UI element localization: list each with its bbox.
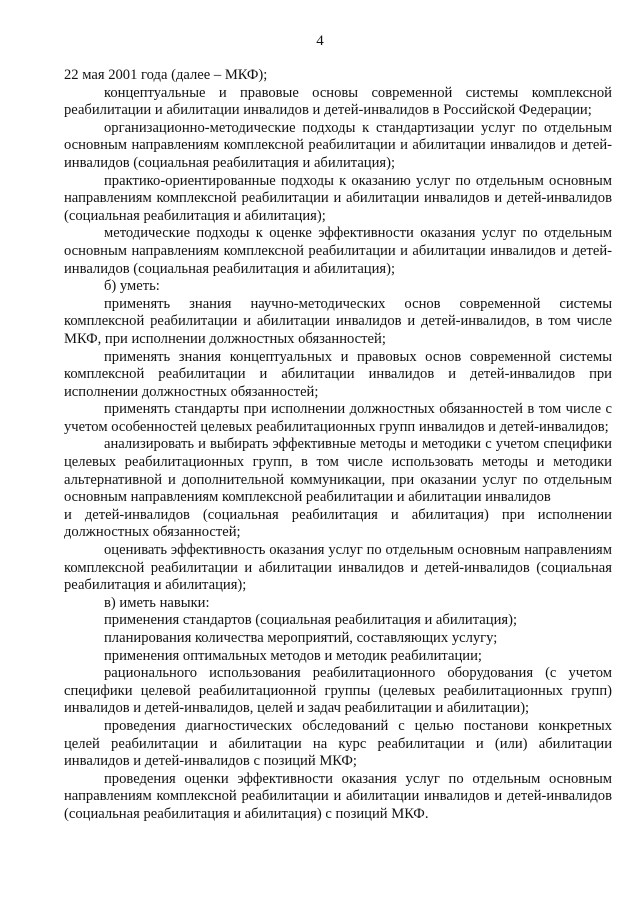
paragraph: планирования количества мероприятий, составляющих услугу; bbox=[104, 630, 498, 646]
paragraph: применять стандарты при исполнении должностных обязанностей в том числе с учетом особенностей целевых реабилитационных групп инвалидов и детей-инвалидов; bbox=[64, 401, 612, 435]
paragraph: организационно-методические подходы к стандартизации услуг по отдельным основным направлениям комплексной реабилитации и абилитации инвалидов и детей-инвалидов (социальная реабилитация и абилитация); bbox=[64, 119, 612, 171]
paragraph: и детей-инвалидов (социальная реабилитация и абилитация) при исполнении должностных обязанностей; bbox=[64, 506, 612, 541]
document-body bbox=[64, 67, 612, 824]
section-heading: в) иметь навыки: bbox=[104, 594, 210, 611]
section-heading: б) уметь: bbox=[104, 278, 160, 295]
paragraph: оценивать эффективность оказания услуг по отдельным основным направлениям комплексной реабилитации и абилитации инвалидов и детей-инвалидов (социальная реабилитация и абилитация); bbox=[64, 542, 612, 594]
paragraph: применения стандартов (социальная реабилитация и абилитация); bbox=[104, 612, 518, 629]
paragraph: практико-ориентированные подходы к оказанию услуг по отдельным основным направлениям комплексной реабилитации и абилитации инвалидов и детей-инвалидов (социальная реабилитация и абилитация); bbox=[64, 172, 612, 224]
paragraph: концептуальные и правовые основы современной системы комплексной реабилитации и абилитации инвалидов и детей-инвалидов в Российской Федерации; bbox=[64, 84, 612, 119]
paragraph: применять знания научно-методических основ современной системы комплексной реабилитации и абилитации инвалидов и детей-инвалидов, в том числе МКФ, при исполнении должностных обязанностей; bbox=[64, 295, 612, 347]
paragraph: проведения оценки эффективности оказания услуг по отдельным основным направлениям комплексной реабилитации и абилитации инвалидов и детей-инвалидов (социальная реабилитация и абилитация) с позиций МКФ. bbox=[64, 770, 612, 822]
paragraph: применять знания концептуальных и правовых основ современной системы комплексной реабилитации и абилитации инвалидов и детей-инвалидов при исполнении должностных обязанностей; bbox=[64, 348, 612, 400]
paragraph: анализировать и выбирать эффективные методы и методики с учетом специфики целевых реабилитационных групп, в том числе использовать методы и методики альтернативной и дополнительной коммуникации, при оказании услуг по отдельным основным направлениям комплексной реабилитации и абилитации инвалидов bbox=[64, 436, 612, 506]
paragraph: применения оптимальных методов и методик реабилитации; bbox=[104, 647, 482, 664]
paragraph: методические подходы к оценке эффективности оказания услуг по отдельным основным направлениям комплексной реабилитации и абилитации инвалидов и детей-инвалидов (социальная реабилитация и абилитация); bbox=[64, 225, 612, 277]
paragraph: 22 мая 2001 года (далее – МКФ); bbox=[64, 67, 268, 83]
paragraph: проведения диагностических обследований с целью постанови конкретных целей реабилитации и абилитации на курс реабилитации и (или) абилитации инвалидов и детей-инвалидов с позиций МКФ; bbox=[64, 717, 612, 770]
paragraph: рационального использования реабилитационного оборудования (с учетом специфики целевой реабилитационной группы (целевых реабилитационных групп) инвалидов и детей-инвалидов, целей и задач реабилитации и абилитации); bbox=[64, 665, 612, 717]
page-number: 4 bbox=[316, 33, 324, 49]
